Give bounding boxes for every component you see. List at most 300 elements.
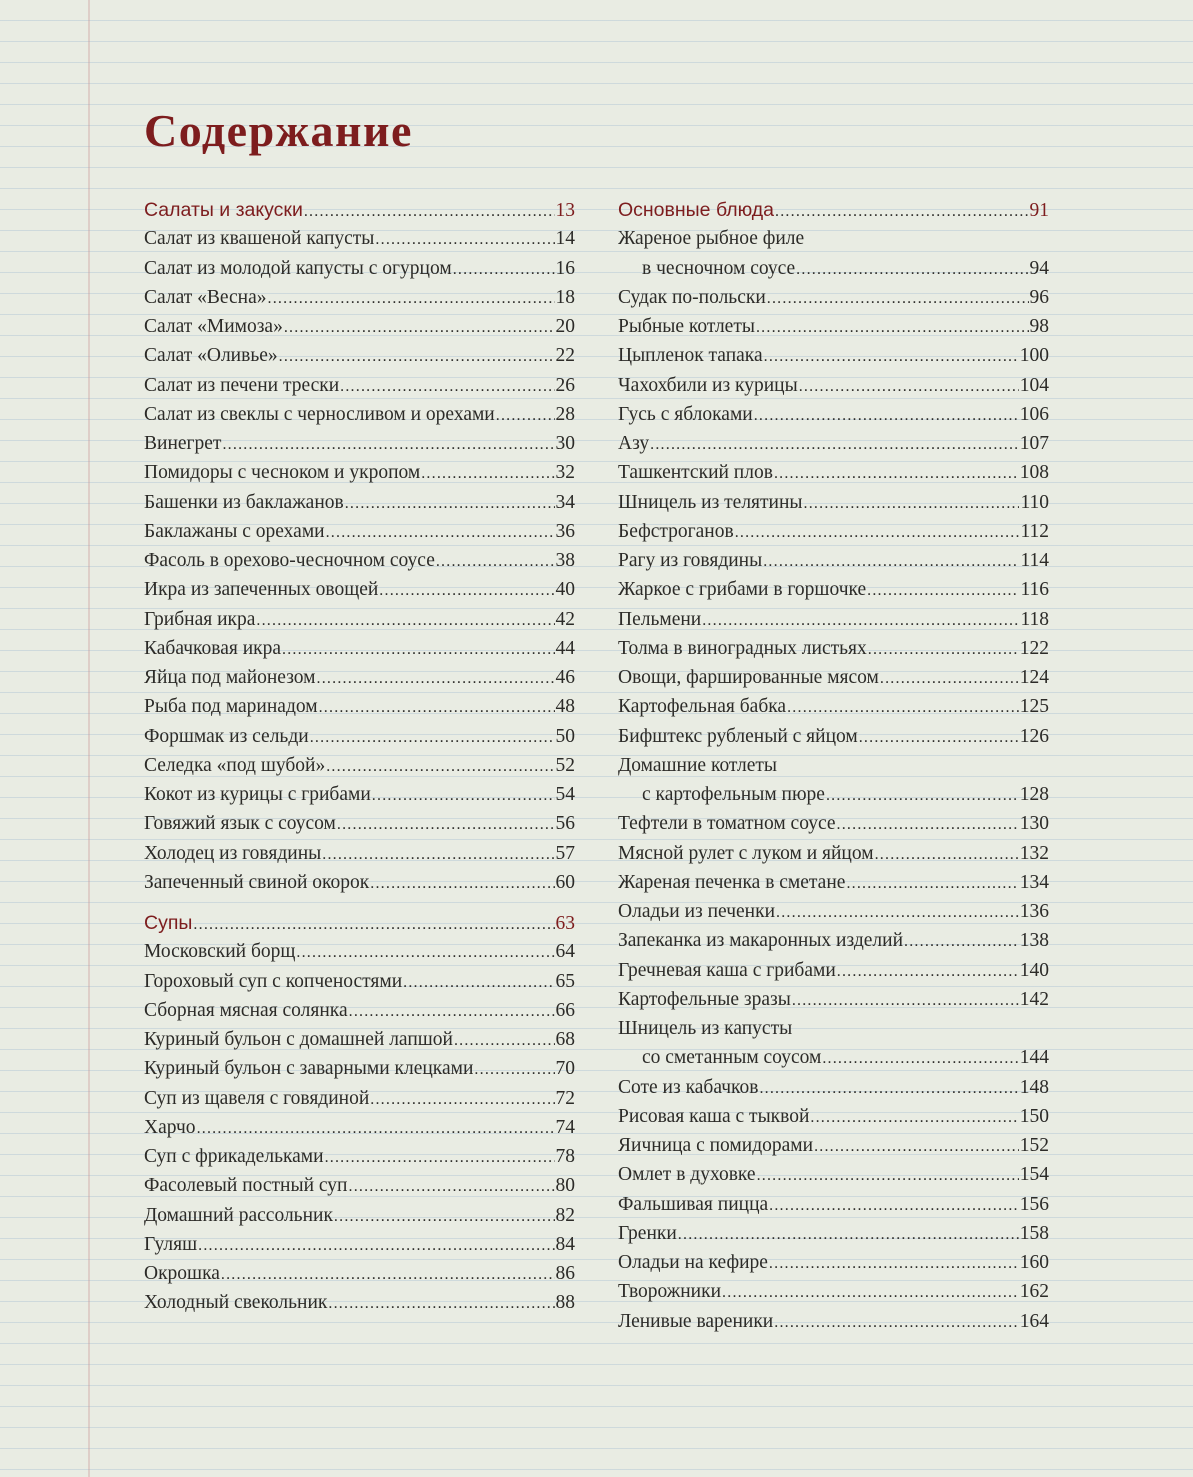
entry-title: Омлет в духовке: [618, 1164, 756, 1186]
toc-entry: [144, 579, 575, 608]
toc-entry: [618, 228, 1049, 257]
toc-entry: [144, 550, 575, 579]
toc-entry: [618, 1252, 1049, 1281]
entry-title: Фасоль в орехово-чесночном соусе: [144, 550, 435, 571]
toc-section: [144, 199, 575, 901]
dot-leader: [735, 524, 1020, 542]
toc-entry: [144, 433, 575, 462]
dot-leader: [702, 612, 1019, 630]
page-title: Содержание: [144, 105, 413, 156]
dot-leader: [370, 1091, 554, 1109]
entry-title: Творожники: [618, 1281, 722, 1303]
toc-entry: [144, 375, 575, 404]
dot-leader: [454, 1032, 555, 1050]
page-number: 140: [1019, 959, 1049, 981]
toc-entry: [618, 1077, 1049, 1106]
page-number: 13: [555, 200, 575, 221]
entry-title: Мясной рулет с луком и яйцом: [618, 842, 874, 864]
dot-leader: [198, 1237, 554, 1255]
dot-leader: [379, 582, 554, 600]
dot-leader: [763, 553, 1019, 571]
page-number: 63: [555, 913, 575, 934]
dot-leader: [767, 290, 1029, 308]
entry-title: Салат «Мимоза»: [144, 316, 283, 337]
page-number: 78: [555, 1146, 575, 1167]
entry-title: Оладьи на кефире: [618, 1252, 768, 1273]
entry-title: в чесночном соусе: [642, 257, 796, 279]
entry-title: Икра из запеченных овощей: [144, 579, 379, 601]
entry-title: Судак по-польски: [618, 286, 766, 308]
page-number: 74: [555, 1116, 575, 1138]
toc-entry: [144, 726, 575, 755]
dot-leader: [372, 787, 555, 805]
toc-entry: [618, 404, 1049, 433]
page-number: 30: [555, 433, 575, 454]
page-number: 98: [1029, 316, 1049, 337]
page-number: 36: [555, 520, 575, 542]
dot-leader: [846, 875, 1018, 893]
entry-title: Ленивые вареники: [618, 1310, 774, 1332]
toc-entry: [144, 1088, 575, 1117]
page-number: 112: [1020, 520, 1049, 542]
entry-title: Бифштекс рубленый с яйцом: [618, 725, 858, 747]
dot-leader: [787, 699, 1019, 717]
entry-title: Шницель из капусты: [618, 1018, 793, 1039]
entry-title: Фасолевый постный суп: [144, 1175, 348, 1197]
toc-entry: [144, 638, 575, 667]
page-number: 57: [555, 842, 575, 864]
entry-title: Домашние котлеты: [618, 754, 777, 776]
dot-leader: [756, 319, 1029, 337]
page-number: 54: [555, 784, 575, 805]
entry-title: Куриный бульон с домашней лапшой: [144, 1029, 453, 1050]
entry-title: Холодный свекольник: [144, 1292, 328, 1314]
dot-leader: [804, 495, 1020, 513]
toc-entry: [144, 462, 575, 491]
entry-title: со сметанным соусом: [642, 1047, 822, 1069]
toc-entry: [618, 901, 1049, 930]
page-number: 130: [1019, 813, 1049, 835]
entry-title: Оладьи из печенки: [618, 901, 776, 922]
dot-leader: [282, 641, 554, 659]
dot-leader: [814, 1138, 1019, 1156]
page-number: 52: [555, 754, 575, 776]
toc-entry: [144, 1263, 575, 1292]
dot-leader: [197, 1120, 555, 1138]
page-number: 107: [1019, 433, 1049, 454]
entry-title: Жареная печенка в сметане: [618, 871, 846, 893]
page-number: 48: [555, 696, 575, 718]
toc-entry: [144, 287, 575, 316]
toc-entry: [144, 667, 575, 696]
toc-entry: [618, 462, 1049, 491]
entry-title: Помидоры с чесноком и укропом: [144, 462, 421, 484]
entry-title: Запеканка из макаронных изделий: [618, 930, 904, 952]
section-title: Супы: [144, 912, 193, 934]
toc-entry: [144, 941, 575, 970]
dot-leader: [776, 904, 1019, 922]
toc-entry: [144, 1146, 575, 1175]
page-number: 32: [555, 462, 575, 484]
entry-title: Салат из свеклы с черносливом и орехами: [144, 403, 495, 425]
toc-entry: [144, 1117, 575, 1146]
entry-title: Гусь с яблоками: [618, 403, 753, 425]
page-number: 64: [555, 941, 575, 963]
entry-title: Харчо: [144, 1116, 196, 1138]
toc-entry: [144, 755, 575, 784]
page-number: 116: [1020, 579, 1049, 601]
page-number: 65: [555, 970, 575, 992]
page-number: 142: [1019, 988, 1049, 1010]
toc-section-heading: [144, 199, 575, 228]
toc-entry: [144, 1205, 575, 1234]
dot-leader: [340, 378, 554, 396]
entry-title: Окрошка: [144, 1263, 220, 1284]
page-number: 152: [1019, 1135, 1049, 1156]
entry-title: Рыбные котлеты: [618, 316, 755, 337]
dot-leader: [349, 1003, 555, 1021]
toc-entry: [618, 579, 1049, 608]
dot-leader: [328, 1295, 554, 1313]
toc-section: [618, 199, 1049, 1340]
page-number: 136: [1019, 901, 1049, 922]
page-number: 18: [555, 286, 575, 308]
entry-title: Азу: [618, 433, 650, 454]
dot-leader: [326, 524, 555, 542]
toc-entry: [618, 726, 1049, 755]
page-number: 162: [1019, 1281, 1049, 1303]
entry-title: Жареное рыбное филе: [618, 228, 805, 250]
toc-entry: [618, 843, 1049, 872]
dot-leader: [322, 846, 554, 864]
toc-entry: [144, 609, 575, 638]
page-number: 82: [555, 1204, 575, 1226]
toc-entry: [618, 667, 1049, 696]
toc-entry: [618, 287, 1049, 316]
dot-leader: [826, 787, 1019, 805]
dot-leader: [796, 261, 1028, 279]
entry-title: Домашний рассольник: [144, 1204, 333, 1226]
toc-entry: [618, 609, 1049, 638]
toc-column-right: [618, 199, 1049, 1351]
toc-entry: [144, 345, 575, 374]
dot-leader: [304, 203, 555, 221]
toc-entry: [144, 843, 575, 872]
entry-title: Говяжий язык с соусом: [144, 813, 336, 835]
dot-leader: [774, 1314, 1019, 1332]
page-number: 28: [555, 403, 575, 425]
page-number: 86: [555, 1263, 575, 1284]
dot-leader: [326, 758, 554, 776]
page-number: 16: [555, 257, 575, 279]
toc-entry: [618, 1047, 1049, 1076]
page-number: 40: [555, 579, 575, 601]
page-number: 70: [555, 1058, 575, 1080]
page-number: 110: [1020, 491, 1049, 513]
dot-leader: [859, 729, 1019, 747]
toc-section-heading: [144, 912, 575, 941]
toc-entry: [618, 316, 1049, 345]
entry-title: Толма в виноградных листьях: [618, 637, 867, 659]
dot-leader: [867, 582, 1019, 600]
dot-leader: [193, 916, 554, 934]
dot-leader: [775, 203, 1028, 221]
page-number: 118: [1020, 608, 1049, 630]
dot-leader: [279, 348, 555, 366]
dot-leader: [496, 407, 555, 425]
entry-title: Форшмак из сельди: [144, 725, 309, 747]
dot-leader: [904, 933, 1019, 951]
toc-entry: [618, 813, 1049, 842]
entry-title: Овощи, фаршированные мясом: [618, 667, 879, 688]
entry-title: Салат «Оливье»: [144, 345, 278, 367]
entry-title: Грибная икра: [144, 608, 256, 630]
toc-entry: [144, 521, 575, 550]
entry-title: Салат из печени трески: [144, 374, 340, 396]
entry-title: Чахохбили из курицы: [618, 374, 798, 396]
toc-entry: [618, 1311, 1049, 1340]
entry-title: Гуляш: [144, 1233, 198, 1255]
dot-leader: [345, 495, 555, 513]
dot-leader: [678, 1226, 1019, 1244]
dot-leader: [880, 670, 1019, 688]
dot-leader: [222, 436, 554, 454]
entry-title: Пельмени: [618, 608, 702, 630]
section-title: Салаты и закуски: [144, 199, 303, 221]
toc-column-left: [144, 199, 575, 1333]
page-number: 68: [555, 1029, 575, 1050]
dot-leader: [769, 1197, 1019, 1215]
page-number: 42: [555, 608, 575, 630]
page-number: 164: [1019, 1310, 1049, 1332]
toc-entry: [618, 1281, 1049, 1310]
page-number: 108: [1019, 462, 1049, 484]
toc-entry: [618, 872, 1049, 901]
page-number: 104: [1019, 374, 1049, 396]
page-number: 88: [555, 1292, 575, 1314]
dot-leader: [349, 1178, 555, 1196]
toc-section: [144, 912, 575, 1322]
dot-leader: [822, 1050, 1018, 1068]
toc-entry: [144, 492, 575, 521]
toc-entry: [144, 1234, 575, 1263]
page-number: 50: [555, 725, 575, 747]
dot-leader: [221, 1266, 555, 1284]
page-number: 38: [555, 550, 575, 571]
entry-title: Картофельные зразы: [618, 988, 791, 1010]
entry-title: Суп из щавеля с говядиной: [144, 1087, 370, 1109]
page-number: 154: [1019, 1164, 1049, 1186]
entry-title: Суп с фрикадельками: [144, 1146, 324, 1167]
page-number: 144: [1019, 1047, 1049, 1069]
dot-leader: [317, 670, 555, 688]
entry-title: Гороховый суп с копченостями: [144, 970, 403, 992]
entry-title: Жаркое с грибами в горшочке: [618, 579, 867, 601]
dot-leader: [421, 465, 554, 483]
dot-leader: [757, 1167, 1019, 1185]
page-number: 122: [1019, 637, 1049, 659]
page-number: 22: [555, 345, 575, 367]
dot-leader: [792, 992, 1019, 1010]
toc-entry: [618, 1135, 1049, 1164]
page-number: 160: [1019, 1252, 1049, 1273]
page-number: 20: [555, 316, 575, 337]
toc-entry: [144, 1058, 575, 1087]
entry-title: Кабачковая икра: [144, 637, 282, 659]
page-number: 138: [1019, 930, 1049, 952]
entry-title: Шницель из телятины: [618, 491, 803, 513]
entry-title: Башенки из баклажанов: [144, 491, 344, 513]
entry-title: с картофельным пюре: [642, 784, 825, 805]
dot-leader: [319, 699, 555, 717]
dot-leader: [403, 974, 554, 992]
page-number: 126: [1019, 725, 1049, 747]
page-number: 80: [555, 1175, 575, 1197]
page-number: 100: [1019, 345, 1049, 367]
toc-entry: [618, 375, 1049, 404]
entry-title: Рыба под маринадом: [144, 696, 318, 718]
entry-title: Сборная мясная солянка: [144, 999, 348, 1021]
dot-leader: [754, 407, 1019, 425]
toc-entry: [144, 1029, 575, 1058]
page-number: 94: [1029, 257, 1049, 279]
toc-entry: [144, 813, 575, 842]
entry-title: Соте из кабачков: [618, 1076, 759, 1098]
entry-title: Холодец из говядины: [144, 842, 322, 864]
toc-section-heading: [618, 199, 1049, 228]
dot-leader: [256, 612, 554, 630]
entry-title: Салат из молодой капусты с огурцом: [144, 257, 452, 279]
page-number: 14: [555, 228, 575, 250]
toc-entry: [618, 989, 1049, 1018]
page-number: 72: [555, 1087, 575, 1109]
page-number: 91: [1029, 200, 1049, 221]
page-number: 156: [1019, 1193, 1049, 1215]
page-number: 132: [1019, 842, 1049, 864]
dot-leader: [334, 1208, 555, 1226]
page-number: 84: [555, 1233, 575, 1255]
entry-title: Кокот из курицы с грибами: [144, 784, 371, 805]
toc-entry: [618, 492, 1049, 521]
entry-title: Селедка «под шубой»: [144, 754, 326, 776]
dot-leader: [370, 875, 554, 893]
page-number: 26: [555, 374, 575, 396]
dot-leader: [284, 319, 555, 337]
toc-entry: [618, 755, 1049, 784]
dot-leader: [875, 846, 1019, 864]
entry-title: Винегрет: [144, 433, 222, 454]
dot-leader: [650, 436, 1019, 454]
toc-entry: [618, 1194, 1049, 1223]
dot-leader: [474, 1061, 554, 1079]
toc-entry: [618, 345, 1049, 374]
dot-leader: [268, 290, 555, 308]
page-number: 124: [1019, 667, 1049, 688]
toc-entry: [618, 433, 1049, 462]
page-number: 96: [1029, 286, 1049, 308]
dot-leader: [810, 1109, 1018, 1127]
page-number: 106: [1019, 403, 1049, 425]
toc-entry: [144, 696, 575, 725]
toc-entry: [144, 1000, 575, 1029]
toc-entry: [618, 638, 1049, 667]
dot-leader: [296, 944, 554, 962]
toc-entry: [618, 930, 1049, 959]
page-number: 158: [1019, 1222, 1049, 1244]
toc-entry: [618, 521, 1049, 550]
toc-entry: [618, 1164, 1049, 1193]
entry-title: Тефтели в томатном соусе: [618, 813, 836, 835]
dot-leader: [837, 963, 1019, 981]
entry-title: Запеченный свиной окорок: [144, 871, 370, 893]
page-number: 125: [1019, 696, 1049, 718]
dot-leader: [769, 1255, 1019, 1273]
page-number: 128: [1019, 784, 1049, 805]
page-number: 150: [1019, 1105, 1049, 1127]
dot-leader: [837, 816, 1019, 834]
dot-leader: [868, 641, 1019, 659]
entry-title: Рагу из говядины: [618, 550, 763, 571]
toc-entry: [144, 1175, 575, 1204]
toc-entry: [144, 258, 575, 287]
dot-leader: [799, 378, 1019, 396]
page-number: 60: [555, 871, 575, 893]
entry-title: Салат из квашеной капусты: [144, 228, 375, 250]
toc-entry: [144, 784, 575, 813]
section-title: Основные блюда: [618, 199, 775, 221]
toc-entry: [144, 1292, 575, 1321]
entry-title: Куриный бульон с заварными клецками: [144, 1058, 474, 1080]
toc-entry: [618, 960, 1049, 989]
entry-title: Гречневая каша с грибами: [618, 959, 836, 981]
toc-entry: [618, 258, 1049, 287]
toc-entry: [618, 1018, 1049, 1047]
dot-leader: [375, 231, 554, 249]
dot-leader: [310, 729, 555, 747]
toc-entry: [144, 228, 575, 257]
dot-leader: [337, 816, 555, 834]
entry-title: Цыпленок тапака: [618, 345, 763, 367]
toc-entry: [144, 404, 575, 433]
entry-title: Яичница с помидорами: [618, 1135, 814, 1156]
dot-leader: [453, 261, 555, 279]
dot-leader: [774, 465, 1019, 483]
entry-title: Баклажаны с орехами: [144, 520, 325, 542]
entry-title: Картофельная бабка: [618, 696, 787, 718]
entry-title: Яйца под майонезом: [144, 667, 316, 688]
entry-title: Ташкентский плов: [618, 462, 773, 484]
entry-title: Фальшивая пицца: [618, 1193, 769, 1215]
page-number: 44: [555, 637, 575, 659]
dot-leader: [436, 553, 555, 571]
entry-title: Рисовая каша с тыквой: [618, 1105, 810, 1127]
toc-entry: [144, 971, 575, 1000]
dot-leader: [759, 1080, 1018, 1098]
dot-leader: [722, 1284, 1019, 1302]
dot-leader: [325, 1149, 555, 1167]
page-number: 134: [1019, 871, 1049, 893]
entry-title: Московский борщ: [144, 941, 296, 963]
toc-entry: [618, 784, 1049, 813]
toc-entry: [144, 872, 575, 901]
page-number: 148: [1019, 1076, 1049, 1098]
toc-entry: [618, 1223, 1049, 1252]
page-number: 34: [555, 491, 575, 513]
toc-entry: [144, 316, 575, 345]
toc-entry: [618, 1106, 1049, 1135]
entry-title: Салат «Весна»: [144, 286, 267, 308]
page-number: 66: [555, 999, 575, 1021]
